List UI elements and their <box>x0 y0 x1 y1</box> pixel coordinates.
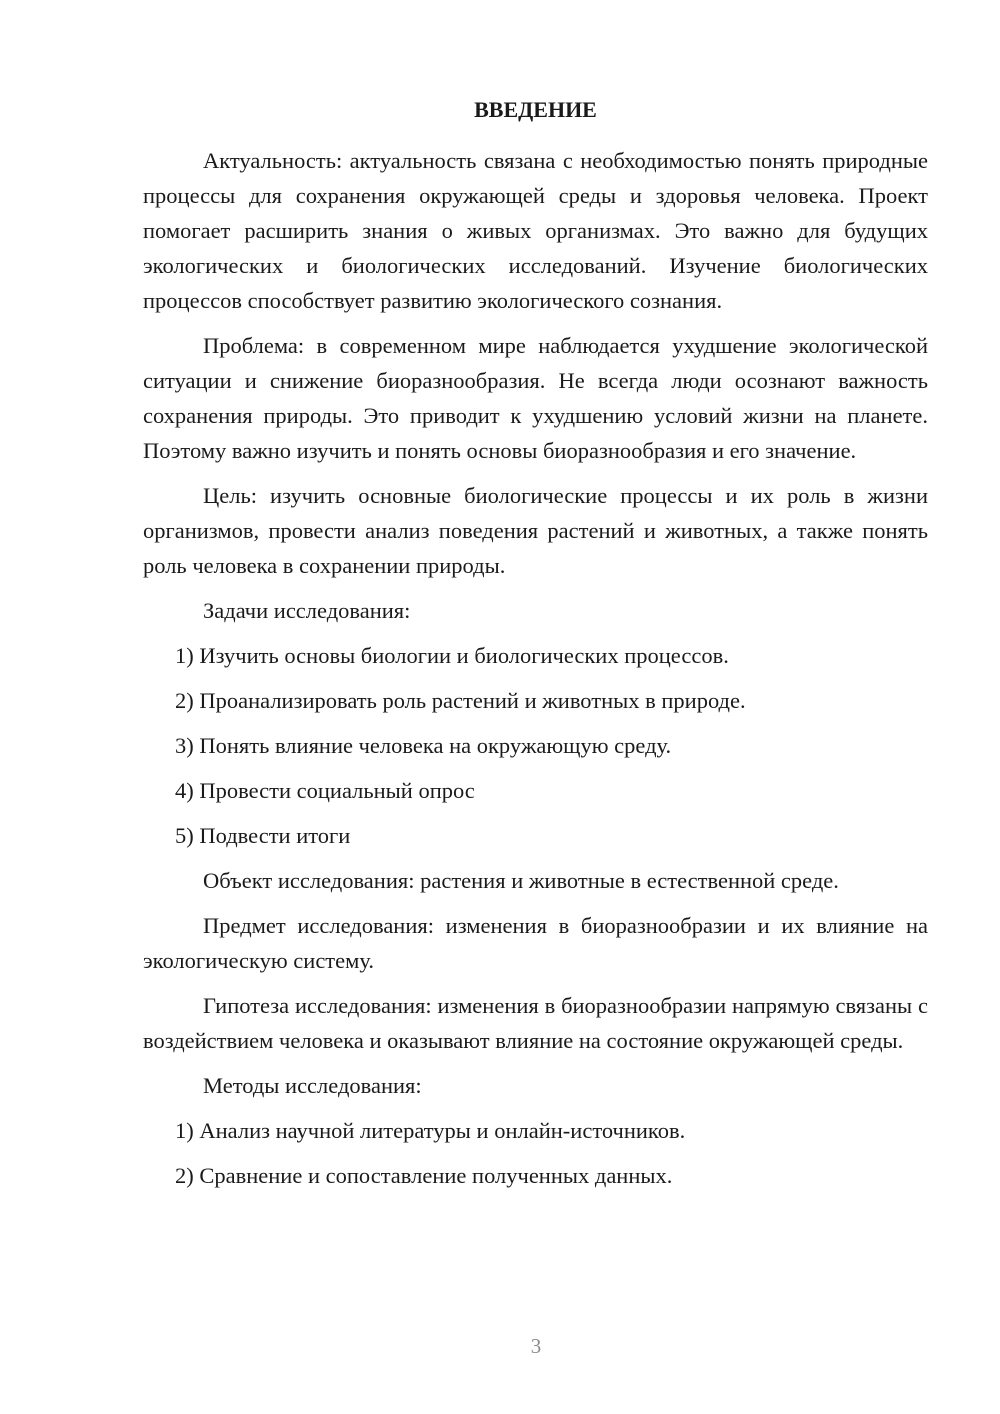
task-item: 4) Провести социальный опрос <box>175 778 475 803</box>
methods-heading: Методы исследования: <box>203 1073 422 1098</box>
method-item: 2) Сравнение и сопоставление полученных данных. <box>175 1163 673 1188</box>
hypothesis-paragraph: Гипотеза исследования: изменения в биоразнообразии напрямую связаны с воздействием человека и оказывают влияние на состояние окружающей среды. <box>143 993 928 1053</box>
page-title: ВВЕДЕНИЕ <box>474 97 597 122</box>
object-paragraph: Объект исследования: растения и животные в естественной среде. <box>203 868 839 893</box>
page-content <box>143 96 928 1203</box>
task-item: 3) Понять влияние человека на окружающую среду. <box>175 733 672 758</box>
goal-paragraph: Цель: изучить основные биологические процессы и их роль в жизни организмов, провести анализ поведения растений и животных, а также понять роль человека в сохранении природы. <box>143 483 928 578</box>
tasks-heading: Задачи исследования: <box>203 598 411 623</box>
subject-paragraph: Предмет исследования: изменения в биоразнообразии и их влияние на экологическую систему. <box>143 913 928 973</box>
task-item: 1) Изучить основы биологии и биологических процессов. <box>175 643 729 668</box>
page-number: 3 <box>530 1334 542 1358</box>
relevance-paragraph: Актуальность: актуальность связана с необходимостью понять природные процессы для сохранения окружающей среды и здоровья человека. Проект помогает расширить знания о живых организмах. Это важно для будущих экологических и биологических исследований. Изучение биологических процессов способствует развитию экологического сознания. <box>143 148 928 313</box>
problem-paragraph: Проблема: в современном мире наблюдается ухудшение экологической ситуации и снижение биоразнообразия. Не всегда люди осознают важность сохранения природы. Это приводит к ухудшению условий жизни на планете. Поэтому важно изучить и понять основы биоразнообразия и его значение. <box>143 333 928 463</box>
method-item: 1) Анализ научной литературы и онлайн-источников. <box>175 1118 686 1143</box>
task-item: 5) Подвести итоги <box>175 823 351 848</box>
methods-list <box>143 1113 928 1193</box>
task-item: 2) Проанализировать роль растений и животных в природе. <box>175 688 746 713</box>
tasks-list <box>143 638 928 853</box>
